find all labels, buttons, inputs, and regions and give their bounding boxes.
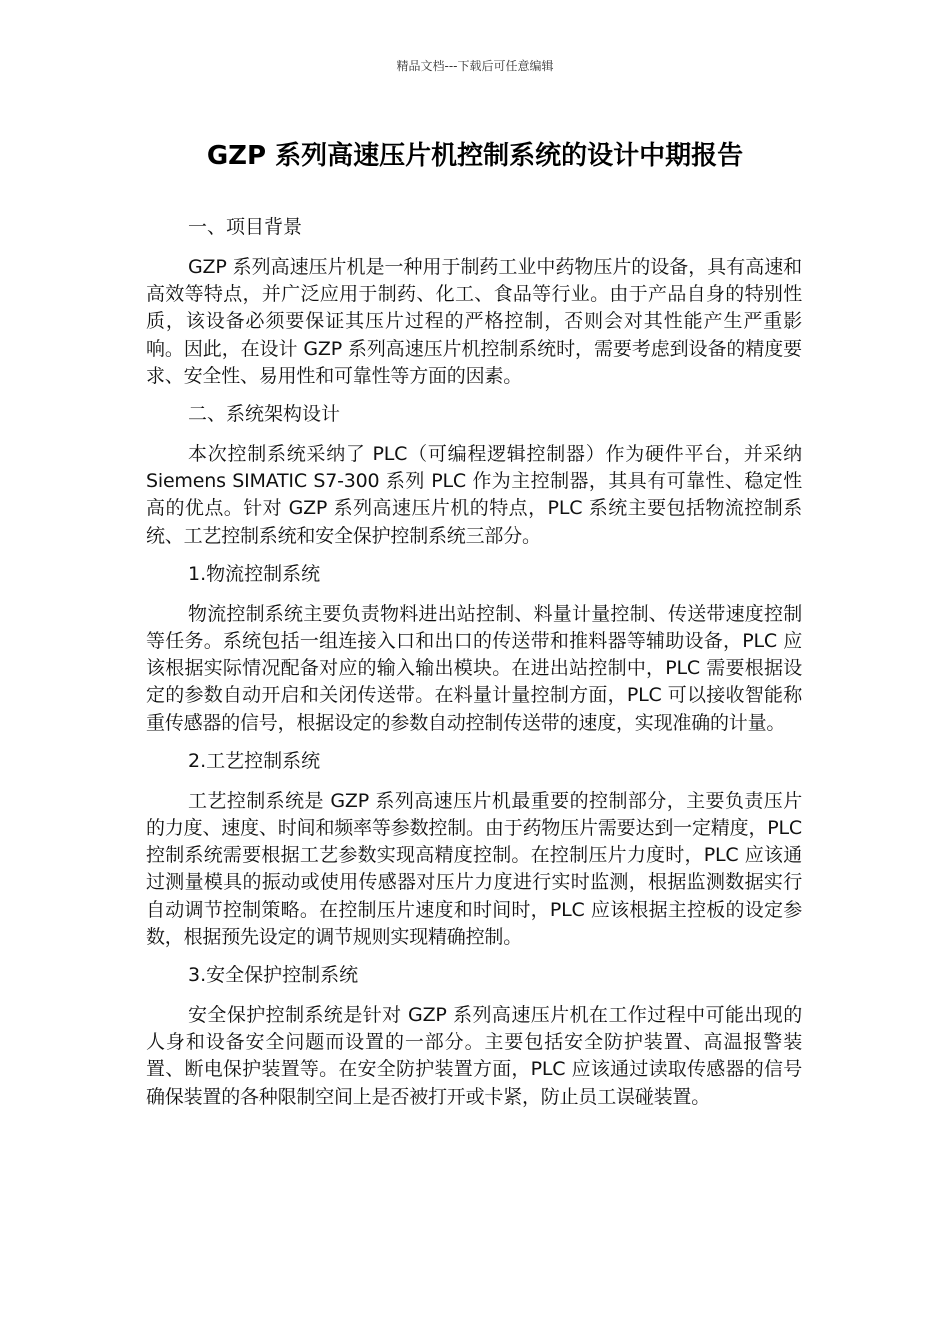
section-paragraph: 安全保护控制系统是针对 GZP 系列高速压片机在工作过程中可能出现的人身和设备安全问题而设置的一部分。主要包括安全防护装置、高温报警装置、断电保护装置等。在安全防护装置方面，PLC 应该通过读取传感器的信号确保装置的各种限制空间上是否被打开或卡紧，防止员工误碰装置。 [146, 1004, 802, 1108]
section-process-control [146, 748, 802, 951]
section-paragraph: 工艺控制系统是 GZP 系列高速压片机最重要的控制部分，主要负责压片的力度、速度、时间和频率等参数控制。由于药物压片需要达到一定精度，PLC 控制系统需要根据工艺参数实现高精度控制。在控制压片力度时，PLC 应该通过测量模具的振动或使用传感器对压片力度进行实时监测，根据监测数据实行自动调节控制策略。在控制压片速度和时间时，PLC 应该根据主控板的设定参数，根据预先设定的调节规则实现精确控制。 [146, 789, 802, 948]
document-body [146, 214, 802, 1122]
section-paragraph: 本次控制系统采纳了 PLC（可编程逻辑控制器）作为硬件平台，并采纳 Siemens SIMATIC S7-300 系列 PLC 作为主控制器，其具有可靠性、稳定性高的优点。针对 GZP 系列高速压片机的特点，PLC 系统主要包括物流控制系统、工艺控制系统和安全保护控制系统三部分。 [146, 443, 802, 547]
section-architecture [146, 401, 802, 550]
section-paragraph: 物流控制系统主要负责物料进出站控制、料量计量控制、传送带速度控制等任务。系统包括一组连接入口和出口的传送带和推料器等辅助设备，PLC 应该根据实际情况配备对应的输入输出模块。在进出站控制中，PLC 需要根据设定的参数自动开启和关闭传送带。在料量计量控制方面，PLC 可以接收智能称重传感器的信号，根据设定的参数自动控制传送带的速度，实现准确的计量。 [146, 602, 802, 734]
section-heading: 2.工艺控制系统 [188, 749, 321, 772]
section-background [146, 214, 802, 390]
section-heading: 3.安全保护控制系统 [188, 964, 359, 987]
section-heading: 1.物流控制系统 [188, 562, 321, 585]
section-logistics-control [146, 561, 802, 737]
section-heading: 一、项目背景 [188, 216, 303, 238]
page-header-note: 精品文档---下载后可任意编辑 [396, 59, 554, 73]
section-safety-control [146, 962, 802, 1111]
section-heading: 二、系统架构设计 [188, 403, 341, 426]
section-paragraph: GZP 系列高速压片机是一种用于制药工业中药物压片的设备，具有高速和高效等特点，并广泛应用于制药、化工、食品等行业。由于产品自身的特别性质，该设备必须要保证其压片过程的严格控制，否则会对其性能产生严重影响。因此，在设计 GZP 系列高速压片机控制系统时，需要考虑到设备的精度要求、安全性、易用性和可靠性等方面的因素。 [146, 256, 802, 387]
document-title: GZP 系列高速压片机控制系统的设计中期报告 [206, 141, 744, 171]
